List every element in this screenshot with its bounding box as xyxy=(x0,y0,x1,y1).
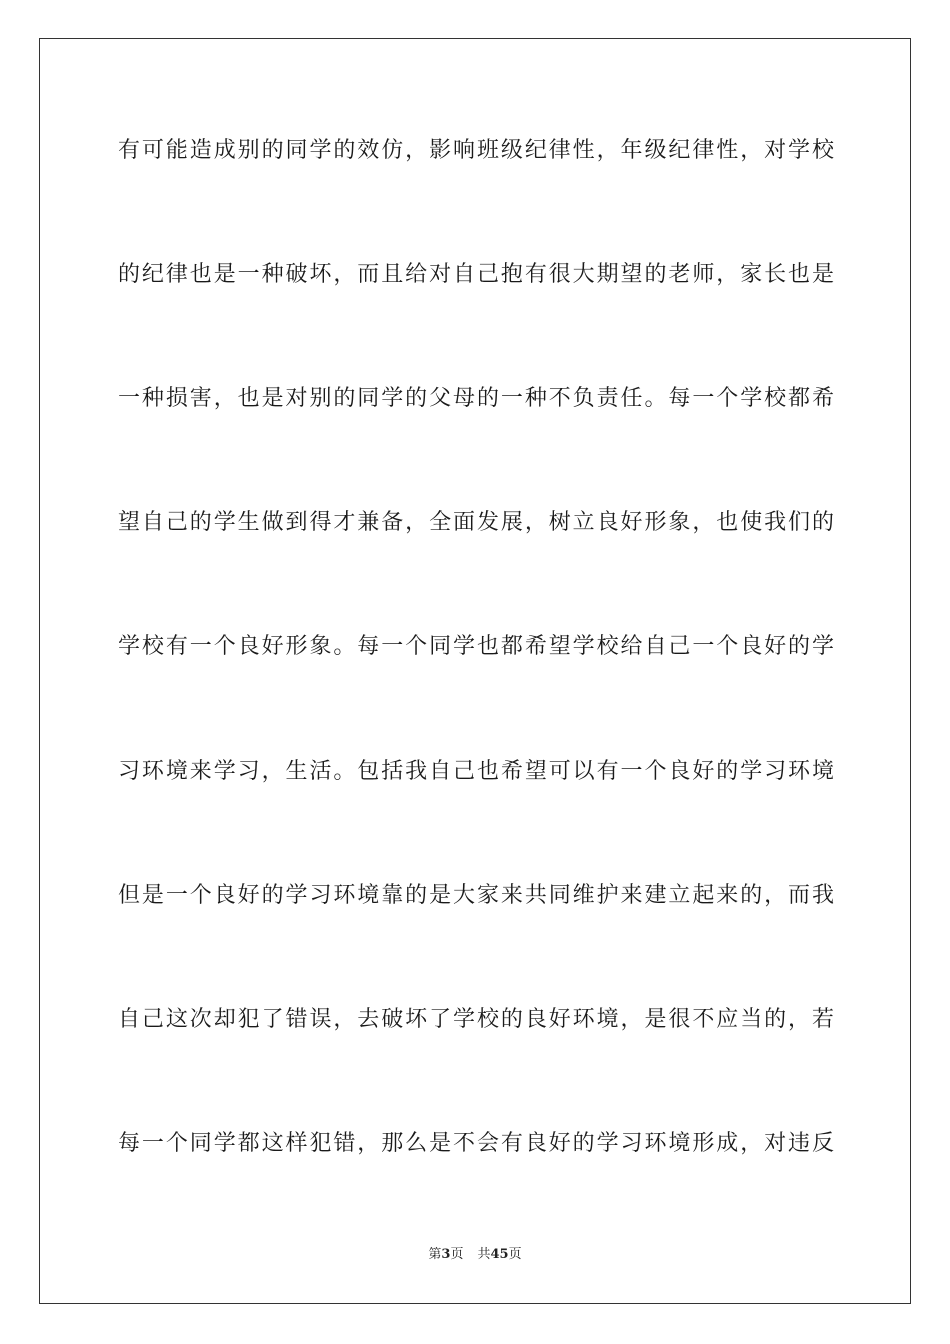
total-prefix: 共 xyxy=(477,1247,491,1262)
page-prefix: 第 xyxy=(428,1247,442,1262)
text-line: 但是一个良好的学习环境靠的是大家来共同维护来建立起来的，而我 xyxy=(118,883,834,908)
page-footer xyxy=(0,1246,950,1264)
text-line: 有可能造成别的同学的效仿，影响班级纪律性，年级纪律性，对学校 xyxy=(118,138,834,163)
text-line: 一种损害，也是对别的同学的父母的一种不负责任。每一个学校都希 xyxy=(118,386,834,411)
text-line: 自己这次却犯了错误，去破坏了学校的良好环境，是很不应当的，若 xyxy=(118,1007,834,1032)
text-line: 望自己的学生做到得才兼备，全面发展，树立良好形象，也使我们的 xyxy=(118,510,834,535)
total-pages: 45 xyxy=(490,1247,509,1262)
page-suffix: 页 xyxy=(450,1247,464,1262)
text-line: 每一个同学都这样犯错，那么是不会有良好的学习环境形成，对违反 xyxy=(118,1131,834,1156)
total-suffix: 页 xyxy=(508,1247,522,1262)
page-number: 3 xyxy=(441,1247,451,1262)
text-line: 的纪律也是一种破坏，而且给对自己抱有很大期望的老师，家长也是 xyxy=(118,262,834,287)
text-line: 习环境来学习，生活。包括我自己也希望可以有一个良好的学习环境 xyxy=(118,759,834,784)
text-line: 学校有一个良好形象。每一个同学也都希望学校给自己一个良好的学 xyxy=(118,634,834,659)
page-border xyxy=(39,38,911,1304)
